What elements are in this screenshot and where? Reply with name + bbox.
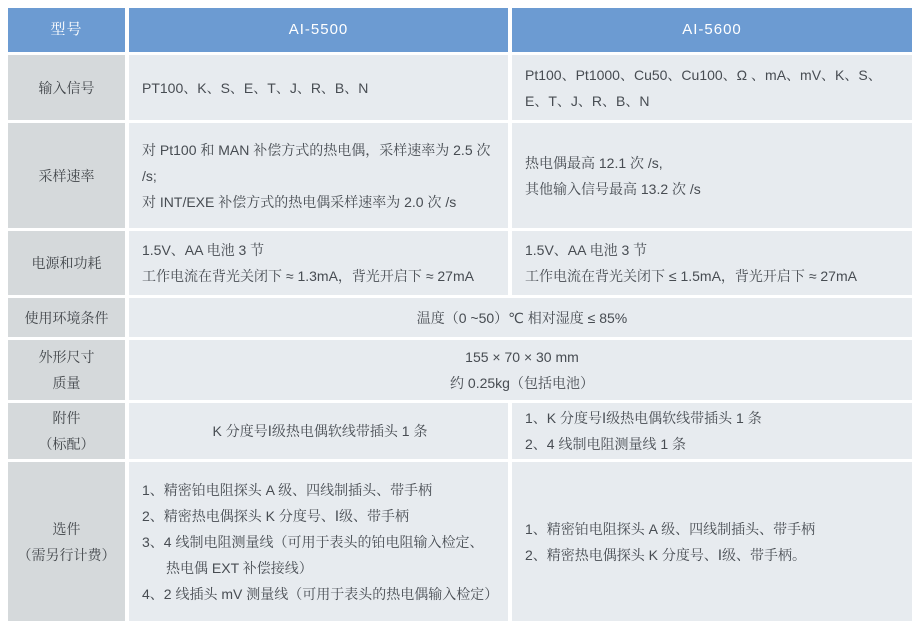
cell-line: 4、2 线插头 mV 测量线（可用于表头的热电偶输入检定） xyxy=(142,585,499,602)
header-ai-5500-label: AI-5500 xyxy=(288,21,349,38)
row-options-label xyxy=(8,462,125,621)
row-environment-span-cell xyxy=(129,298,912,337)
row-sampling-rate-ai5500-cell xyxy=(129,123,508,228)
row-environment-label xyxy=(8,298,125,337)
label-line: 使用环境条件 xyxy=(24,309,109,326)
cell-line: 工作电流在背光关闭下 ≈ 1.3mA，背光开启下 ≈ 27mA xyxy=(142,268,474,284)
header-cell-model xyxy=(8,8,125,52)
row-sampling-rate-label xyxy=(8,123,125,228)
row-power-ai5500-cell xyxy=(129,231,508,295)
cell-line: 1、精密铂电阻探头 A 级、四线制插头、带手柄 xyxy=(142,481,433,498)
header-cell-ai-5600 xyxy=(512,8,912,52)
cell-line: 1、K 分度号Ⅰ级热电偶软线带插头 1 条 xyxy=(525,410,762,426)
row-dimensions-span-cell xyxy=(129,340,912,400)
cell-line: 温度（0 ~50）℃ 相对湿度 ≤ 85% xyxy=(416,309,628,326)
label-line: （标配） xyxy=(38,436,95,452)
cell-line: 3、4 线制电阻测量线（可用于表头的铂电阻输入检定、 xyxy=(142,533,484,550)
row-options-ai5600-cell xyxy=(512,462,912,621)
header-cell-ai-5500 xyxy=(129,8,508,52)
cell-line: PT100、K、S、E、T、J、R、B、N xyxy=(142,79,369,96)
cell-line: 1.5V、AA 电池 3 节 xyxy=(142,242,265,258)
label-line: 电源和功耗 xyxy=(31,255,102,271)
cell-line: 1.5V、AA 电池 3 节 xyxy=(525,242,648,258)
cell-line: Pt100、Pt1000、Cu50、Cu100、Ω 、mA、mV、K、S、E、T、J、R、B、N xyxy=(525,66,882,109)
row-dimensions-label xyxy=(8,340,125,400)
header-model-label: 型号 xyxy=(50,21,83,38)
label-line: 质量 xyxy=(52,375,81,391)
row-sampling-rate-ai5600-cell xyxy=(512,123,912,228)
row-power-ai5600-cell xyxy=(512,231,912,295)
row-input-signal-ai5600-cell xyxy=(512,55,912,120)
cell-line: 1、精密铂电阻探头 A 级、四线制插头、带手柄 xyxy=(525,520,816,537)
header-ai-5600-label: AI-5600 xyxy=(682,21,742,38)
label-line: 输入信号 xyxy=(38,79,95,96)
label-line: （需另行计费） xyxy=(17,546,116,563)
row-power-label xyxy=(8,231,125,295)
cell-line: 2、精密热电偶探头 K 分度号、Ⅰ级、带手柄。 xyxy=(525,546,807,563)
cell-line: 2、精密热电偶探头 K 分度号、Ⅰ级、带手柄 xyxy=(142,507,410,524)
row-input-signal-label xyxy=(8,55,125,120)
cell-line: 155 × 70 × 30 mm xyxy=(465,349,579,365)
row-options-ai5500-cell xyxy=(129,462,508,621)
cell-line: 其他输入信号最高 13.2 次 /s xyxy=(525,180,701,197)
label-line: 选件 xyxy=(52,520,81,537)
cell-line: 约 0.25kg（包括电池） xyxy=(450,375,594,391)
cell-line: 热电偶最高 12.1 次 /s, xyxy=(525,154,663,171)
row-accessories-label xyxy=(8,403,125,459)
label-line: 附件 xyxy=(52,410,81,426)
label-line: 采样速率 xyxy=(38,167,95,184)
cell-line: 工作电流在背光关闭下 ≤ 1.5mA，背光开启下 ≈ 27mA xyxy=(525,268,857,284)
row-accessories-ai5500-cell xyxy=(129,403,508,459)
row-input-signal-ai5500-cell xyxy=(129,55,508,120)
cell-line: 对 Pt100 和 MAN 补偿方式的热电偶，采样速率为 2.5 次 /s; xyxy=(142,141,491,184)
cell-line-continuation: 热电偶 EXT 补偿接线） xyxy=(166,559,313,576)
row-accessories-ai5600-cell xyxy=(512,403,912,459)
cell-line: K 分度号Ⅰ级热电偶软线带插头 1 条 xyxy=(212,423,428,439)
cell-line: 2、4 线制电阻测量线 1 条 xyxy=(525,436,687,452)
cell-line: 对 INT/EXE 补偿方式的热电偶采样速率为 2.0 次 /s xyxy=(142,193,457,210)
label-line: 外形尺寸 xyxy=(38,349,95,365)
spec-table xyxy=(8,8,912,621)
